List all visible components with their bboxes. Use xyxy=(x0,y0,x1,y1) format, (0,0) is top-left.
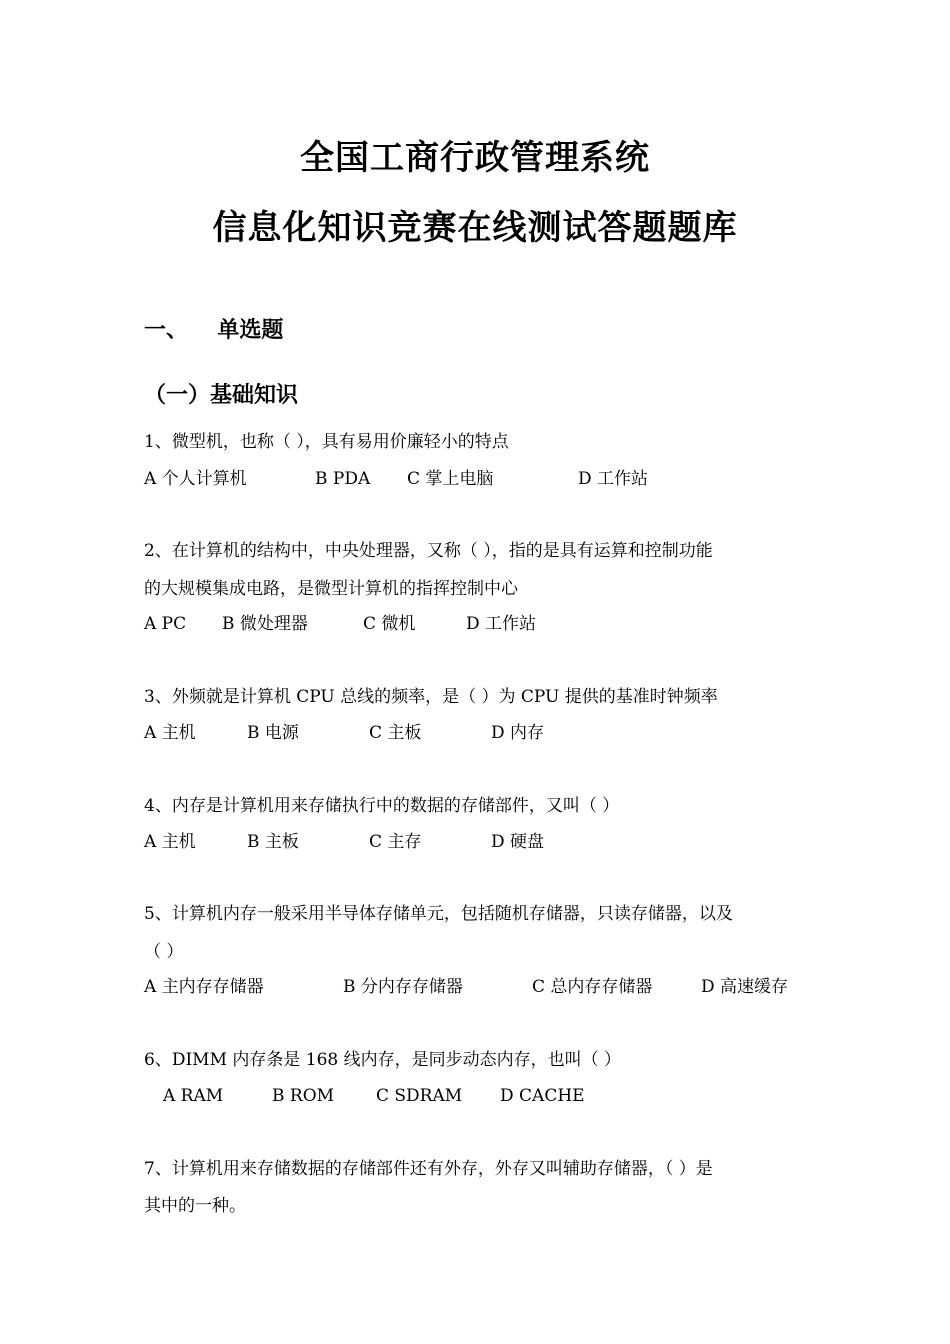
section-heading xyxy=(144,313,283,344)
question-2-text-line2: 的大规模集成电路，是微型计算机的指挥控制中心 xyxy=(144,579,518,599)
question-5-option-a: A 主内存存储器 xyxy=(144,977,264,997)
question-1-option-d: D 工作站 xyxy=(578,469,649,489)
question-1-text: 1、微型机，也称（ ），具有易用价廉轻小的特点 xyxy=(144,432,509,452)
question-3-option-a: A 主机 xyxy=(144,723,196,743)
question-5-option-c: C 总内存存储器 xyxy=(532,977,653,997)
question-6-option-b: B ROM xyxy=(272,1086,335,1106)
question-4-option-b: B 主板 xyxy=(247,832,299,852)
question-5-option-b: B 分内存存储器 xyxy=(343,977,463,997)
subsection-heading: （一）基础知识 xyxy=(144,382,299,408)
question-6-text: 6、DIMM 内存条是 168 线内存，是同步动态内存，也叫（ ） xyxy=(144,1050,622,1070)
question-3-option-d: D 内存 xyxy=(491,723,545,743)
question-6-option-d: D CACHE xyxy=(500,1086,585,1106)
question-4-option-a: A 主机 xyxy=(144,832,196,852)
doc-title-line2: 信息化知识竞赛在线测试答题题库 xyxy=(212,208,738,248)
question-2-option-a: A PC xyxy=(144,614,187,634)
question-4-option-c: C 主存 xyxy=(369,832,422,852)
question-5-text-line1: 5、计算机内存一般采用半导体存储单元，包括随机存储器，只读存储器，以及 xyxy=(144,904,733,924)
question-6-option-a: A RAM xyxy=(163,1086,224,1106)
doc-title-line1: 全国工商行政管理系统 xyxy=(300,138,650,178)
question-4-text: 4、内存是计算机用来存储执行中的数据的存储部件，又叫（ ） xyxy=(144,796,620,816)
question-5-option-d: D 高速缓存 xyxy=(701,977,789,997)
question-2-option-b: B 微处理器 xyxy=(222,614,308,634)
question-2-option-c: C 微机 xyxy=(363,614,416,634)
question-7-text-line1: 7、计算机用来存储数据的存储部件还有外存，外存又叫辅助存储器，（ ）是 xyxy=(144,1159,713,1179)
question-1-option-b: B PDA xyxy=(315,469,371,489)
question-3-text: 3、外频就是计算机 CPU 总线的频率，是（ ）为 CPU 提供的基准时钟频率 xyxy=(144,687,718,707)
question-2-text-line1: 2、在计算机的结构中，中央处理器，又称（ ），指的是具有运算和控制功能 xyxy=(144,541,713,561)
question-6-option-c: C SDRAM xyxy=(376,1086,463,1106)
section-label: 单选题 xyxy=(217,317,284,343)
question-2-option-d: D 工作站 xyxy=(466,614,537,634)
question-3-option-c: C 主板 xyxy=(369,723,422,743)
question-3-option-b: B 电源 xyxy=(247,723,299,743)
question-5-text-line2: （ ） xyxy=(144,942,184,962)
question-1-option-c: C 掌上电脑 xyxy=(407,469,494,489)
question-1-option-a: A 个人计算机 xyxy=(144,469,247,489)
question-7-text-line2: 其中的一种。 xyxy=(144,1196,246,1216)
question-4-option-d: D 硬盘 xyxy=(491,832,545,852)
section-number: 一、 xyxy=(144,317,189,343)
